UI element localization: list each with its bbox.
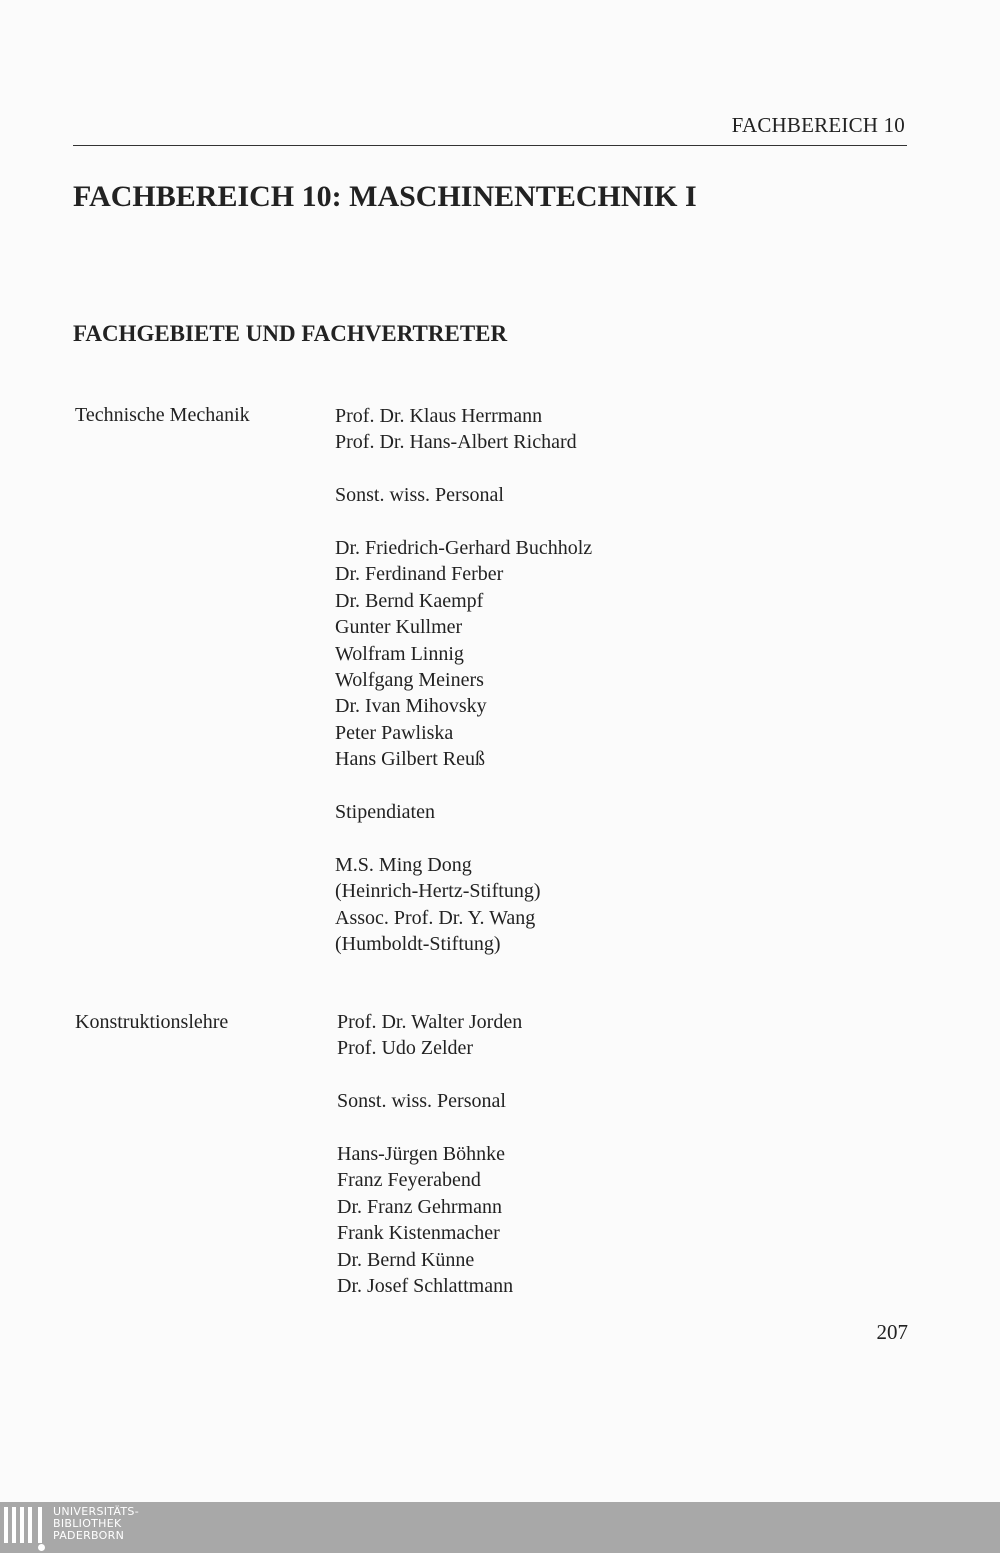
page-number: 207	[876, 1320, 908, 1344]
page-title: FACHBEREICH 10: MASCHINENTECHNIK I	[73, 180, 697, 213]
section-subtitle: FACHGEBIETE UND FACHVERTRETER	[73, 321, 508, 346]
spacer	[335, 509, 592, 535]
staff-name: Wolfram Linnig	[335, 642, 464, 665]
logo-line: BIBLIOTHEK	[53, 1517, 122, 1530]
professor-name: Prof. Dr. Walter Jorden	[337, 1011, 523, 1033]
spacer	[335, 456, 592, 482]
library-footer	[0, 1502, 1000, 1553]
fellow-affiliation: (Heinrich-Hertz-Stiftung)	[335, 880, 541, 903]
staff-name: Gunter Kullmer	[335, 616, 463, 639]
staff-name: Hans Gilbert Reuß	[335, 748, 485, 771]
staff-name: Dr. Ferdinand Ferber	[335, 563, 504, 586]
staff-name: Hans-Jürgen Böhnke	[337, 1143, 505, 1165]
professor-name: Prof. Dr. Klaus Herrmann	[335, 405, 543, 427]
staff-name: Franz Feyerabend	[337, 1169, 481, 1192]
fellow-name: Assoc. Prof. Dr. Y. Wang	[335, 906, 536, 929]
staff-name: Dr. Josef Schlattmann	[337, 1275, 514, 1298]
header-rule	[73, 145, 907, 146]
running-head: FACHBEREICH 10	[731, 113, 905, 137]
staff-name: Wolfgang Meiners	[335, 669, 484, 692]
professor-name: Prof. Udo Zelder	[337, 1037, 474, 1060]
logo-line: PADERBORN	[53, 1529, 125, 1542]
staff-name: Dr. Ivan Mihovsky	[335, 695, 487, 718]
staff-name: Dr. Franz Gehrmann	[337, 1195, 502, 1218]
staff-heading: Sonst. wiss. Personal	[335, 484, 504, 507]
area-label-konstruktionslehre: Konstruktionslehre	[75, 1011, 229, 1033]
area-label-technische-mechanik: Technische Mechanik	[75, 404, 250, 426]
staff-name: Dr. Bernd Künne	[337, 1248, 475, 1271]
spacer	[335, 825, 592, 851]
professor-name: Prof. Dr. Hans-Albert Richard	[335, 431, 577, 454]
staff-name: Dr. Friedrich-Gerhard Buchholz	[335, 537, 593, 559]
spacer	[337, 1062, 522, 1088]
section-konstruktionslehre	[337, 1009, 522, 1299]
logo-line: UNIVERSITÄTS-	[53, 1505, 139, 1518]
staff-name: Frank Kistenmacher	[337, 1222, 500, 1245]
library-logo-text	[53, 1506, 139, 1542]
fellow-name: M.S. Ming Dong	[335, 853, 472, 876]
spacer	[335, 773, 592, 799]
fellows-heading: Stipendiaten	[335, 801, 435, 824]
library-logo-dot	[38, 1544, 45, 1551]
staff-heading: Sonst. wiss. Personal	[337, 1090, 506, 1113]
staff-name: Dr. Bernd Kaempf	[335, 589, 484, 612]
spacer	[337, 1115, 522, 1141]
fellow-affiliation: (Humboldt-Stiftung)	[335, 933, 501, 956]
staff-name: Peter Pawliska	[335, 721, 454, 744]
section-technische-mechanik	[335, 403, 592, 957]
